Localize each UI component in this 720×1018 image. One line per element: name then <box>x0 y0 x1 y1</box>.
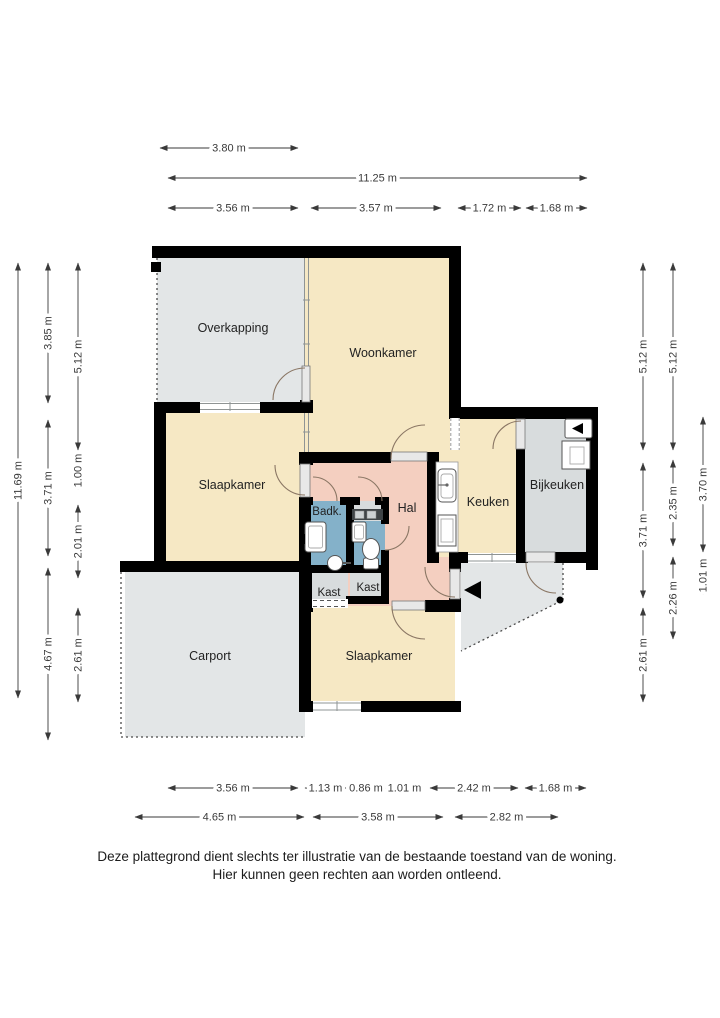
wall-segment <box>300 497 313 505</box>
dimension-label: 3.56 m <box>216 782 250 795</box>
room-label-kast-2: Kast <box>356 582 380 594</box>
shower <box>302 522 326 552</box>
door-leaf <box>392 601 425 610</box>
room-label-bijkeuken: Bijkeuken <box>529 478 585 492</box>
dimension-label: 1.01 m <box>697 558 710 593</box>
dimension-label: 3.71 m <box>637 513 650 548</box>
wall-segment <box>449 246 461 418</box>
corner-post <box>151 262 161 272</box>
dimension-label: 3.57 m <box>359 202 393 215</box>
room-label-hal: Hal <box>397 501 417 515</box>
wall-segment <box>154 402 166 572</box>
back-door-leaf <box>526 552 555 562</box>
kitchen-appliance <box>438 515 456 546</box>
dimension-label: 0.86 m <box>349 782 383 795</box>
porch-post-dot <box>557 597 564 604</box>
dimension-label: 1.68 m <box>539 202 574 215</box>
dimension-label: 1.72 m <box>472 202 507 215</box>
dimension-label: 1.13 m <box>308 782 343 795</box>
wall-segment <box>354 497 360 505</box>
window <box>200 402 260 413</box>
room-label-kast-1: Kast <box>317 587 341 599</box>
wall-segment <box>425 600 461 612</box>
dimension-label: 3.85 m <box>42 316 55 350</box>
room-label-keuken: Keuken <box>466 495 510 509</box>
dimension-label: 2.61 m <box>72 638 85 672</box>
kitchen-sink <box>438 469 456 502</box>
wall-segment <box>300 565 312 612</box>
dashed-opening <box>450 418 460 450</box>
door-leaf <box>516 419 525 449</box>
dimension-label: 3.58 m <box>361 811 395 824</box>
wall-segment <box>516 448 525 552</box>
kast-dashed-edge <box>312 599 348 608</box>
room-label-carport: Carport <box>189 649 231 663</box>
toilet <box>363 539 380 570</box>
dimension-label: 2.61 m <box>637 638 650 672</box>
wall-segment <box>449 552 468 563</box>
wall-segment <box>449 407 598 419</box>
wall-segment <box>554 552 598 563</box>
dimension-label: 4.65 m <box>202 811 237 824</box>
door-leaf <box>302 366 310 402</box>
dimension-label: 11.69 m <box>12 461 25 500</box>
front-door-leaf <box>450 569 460 599</box>
utility-appliances <box>352 509 383 520</box>
dimension-label: 4.67 m <box>42 637 55 671</box>
door-leaf <box>391 452 427 461</box>
window <box>468 553 516 563</box>
dimension-label: 5.12 m <box>72 339 85 374</box>
dimension-label: 2.42 m <box>457 782 491 795</box>
disclaimer-line-2: Hier kunnen geen rechten aan worden ontleend. <box>212 867 502 882</box>
dimension-label: 1.68 m <box>538 782 573 795</box>
dimension-label: 1.01 m <box>387 782 422 795</box>
dimension-label: 5.12 m <box>637 339 650 374</box>
wall-segment <box>120 561 311 572</box>
room-label-badkamer: Badk. <box>312 506 342 518</box>
wall-segment <box>302 452 391 463</box>
room-label-overkapping: Overkapping <box>197 321 269 335</box>
dimension-label: 3.70 m <box>697 467 710 502</box>
dimension-label: 2.82 m <box>489 811 524 824</box>
wall-segment <box>375 497 381 505</box>
window <box>313 701 361 712</box>
room-label-slaapkamer-2: Slaapkamer <box>345 649 413 663</box>
washer <box>562 441 590 469</box>
dimension-label: 2.35 m <box>667 486 680 520</box>
wall-segment <box>152 246 460 258</box>
wc-basin <box>352 522 366 542</box>
boiler <box>565 419 592 438</box>
dimension-label: 1.00 m <box>72 453 85 488</box>
dimension-label: 2.01 m <box>72 524 85 559</box>
dimension-label: 5.12 m <box>667 339 680 374</box>
disclaimer-line-1: Deze plattegrond dient slechts ter illustratie van de bestaande toestand van de woning. <box>97 849 617 864</box>
wall-segment <box>381 565 389 604</box>
room-label-slaapkamer-1: Slaapkamer <box>198 478 266 492</box>
wall-segment <box>299 701 313 712</box>
room-label-woonkamer: Woonkamer <box>349 346 417 360</box>
dimension-label: 3.80 m <box>212 142 246 155</box>
dimension-label: 2.26 m <box>667 581 680 615</box>
wall-segment <box>154 402 200 413</box>
dimension-label: 11.25 m <box>358 172 397 185</box>
wall-segment <box>361 701 461 712</box>
door-leaf <box>300 464 310 497</box>
porch-area <box>461 563 563 651</box>
dimension-label: 3.56 m <box>216 202 250 215</box>
dimension-label: 3.71 m <box>42 471 55 505</box>
